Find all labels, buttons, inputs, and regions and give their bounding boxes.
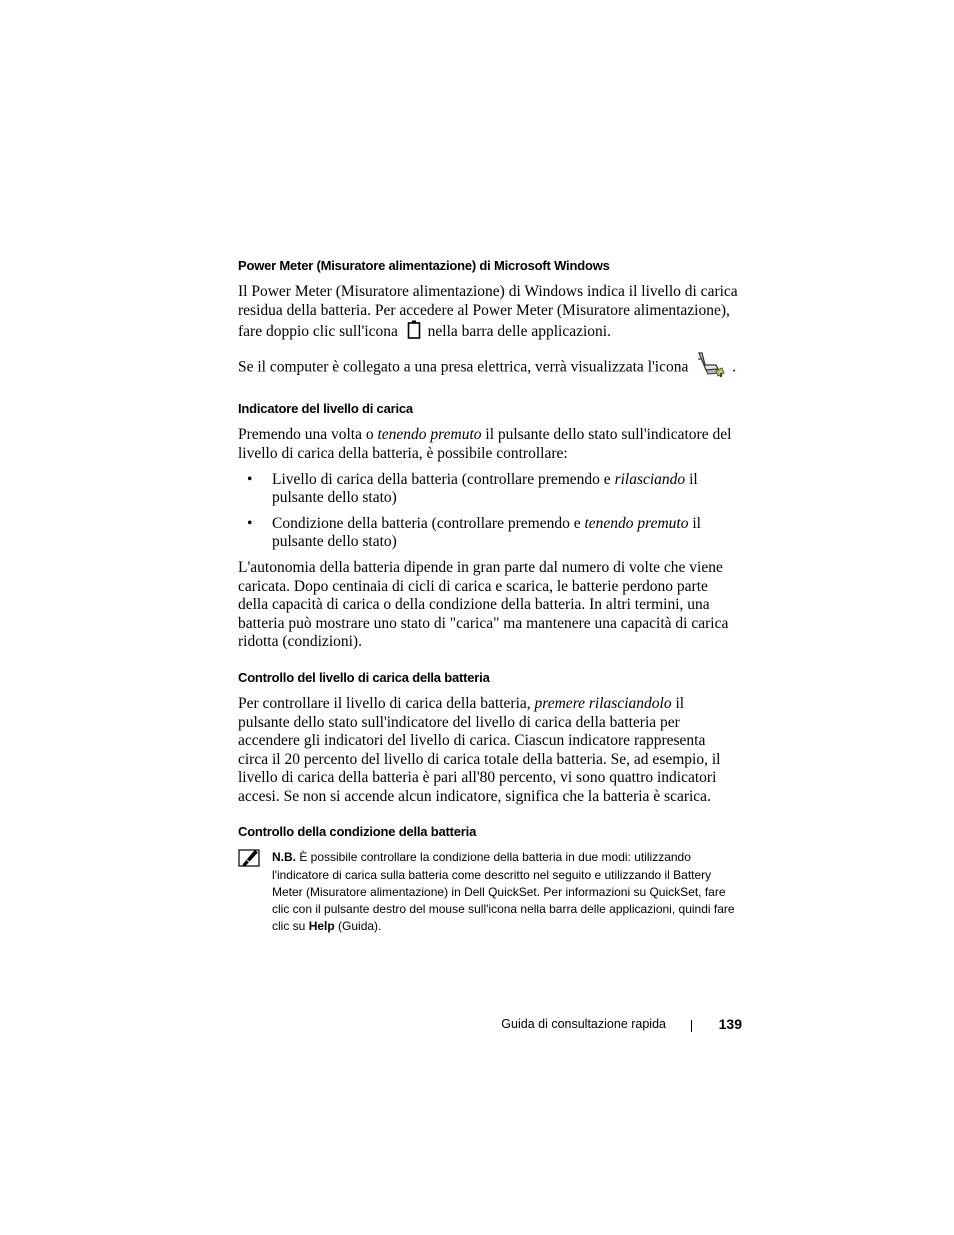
paragraph-charge-indicator-intro: Premendo una volta o tenendo premuto il pulsante dello stato sull'indicatore del livello di carica della batteria, è possibile controllare: xyxy=(238,426,732,462)
bullet-glyph: • xyxy=(247,470,253,488)
list-item: • Condizione della batteria (controllare premendo e tenendo premuto il pulsante dello stato) xyxy=(247,514,701,551)
page-footer xyxy=(480,1014,742,1034)
paragraph-battery-life: L'autonomia della batteria dipende in gran parte dal numero di volte che viene caricata. Dopo centinaia di cicli di carica e scarica, le batterie perdono parte della capacità di carica o della condizione della batteria. In altri termini, una batteria può mostrare uno stato di "carica" ma mantenere una capacità di carica ridotta (condizioni). xyxy=(238,558,729,651)
paragraph-check-charge: Per controllare il livello di carica della batteria, premere rilasciandolo il pulsante dello stato sull'indicatore del livello di carica della batteria per accendere gli indicatori del livello di carica. Ciascun indicatore rappresenta circa il 20 percento del livello di carica totale della batteria. Se, ad esempio, il livello di carica della batteria è pari all'80 percento, vi sono quattro indicatori accesi. Se non si accende alcun indicatore, significa che la batteria è scarica. xyxy=(238,694,721,805)
ac-plug-icon xyxy=(696,351,726,385)
list-item: • Livello di carica della batteria (controllare premendo e rilasciando il pulsante dello stato) xyxy=(247,470,698,507)
paragraph-power-meter: Il Power Meter (Misuratore alimentazione) di Windows indica il livello di carica residua della batteria. Per accedere al Power Meter (Misuratore alimentazione), fare doppio clic sull'icona nella barra delle applicazioni. xyxy=(238,283,738,345)
paragraph-ac-icon: Se il computer è collegato a una presa elettrica, verrà visualizzata l'icona . xyxy=(238,351,738,385)
bullet-list xyxy=(238,471,738,552)
note-block: N.B. È possibile controllare la condizione della batteria in due modi: utilizzando l'indicatore di carica sulla batteria come descritto nel seguito e utilizzando il Battery Meter (Misuratore alimentazione) in Dell QuickSet. Per informazioni su QuickSet, fare clic con il pulsante destro del mouse sull'icona nella barra delle applicazioni, quindi fare clic su Help (Guida). xyxy=(238,849,738,935)
battery-icon xyxy=(407,320,421,345)
footer-guide-title: Guida di consultazione rapida xyxy=(501,1017,666,1031)
note-pencil-icon xyxy=(238,849,260,872)
bullet-glyph: • xyxy=(247,514,253,532)
help-label: Help xyxy=(308,919,335,934)
section-heading-check-health: Controllo della condizione della batteria xyxy=(238,824,477,840)
section-heading-power-meter: Power Meter (Misuratore alimentazione) di Microsoft Windows xyxy=(238,258,610,273)
note-label: N.B. xyxy=(272,850,296,865)
section-heading-check-charge: Controllo del livello di carica della batteria xyxy=(238,669,490,685)
page-number: 139 xyxy=(718,1016,742,1032)
footer-separator xyxy=(691,1020,692,1032)
page-content xyxy=(238,258,738,935)
section-heading-charge-indicator: Indicatore del livello di carica xyxy=(238,401,413,417)
